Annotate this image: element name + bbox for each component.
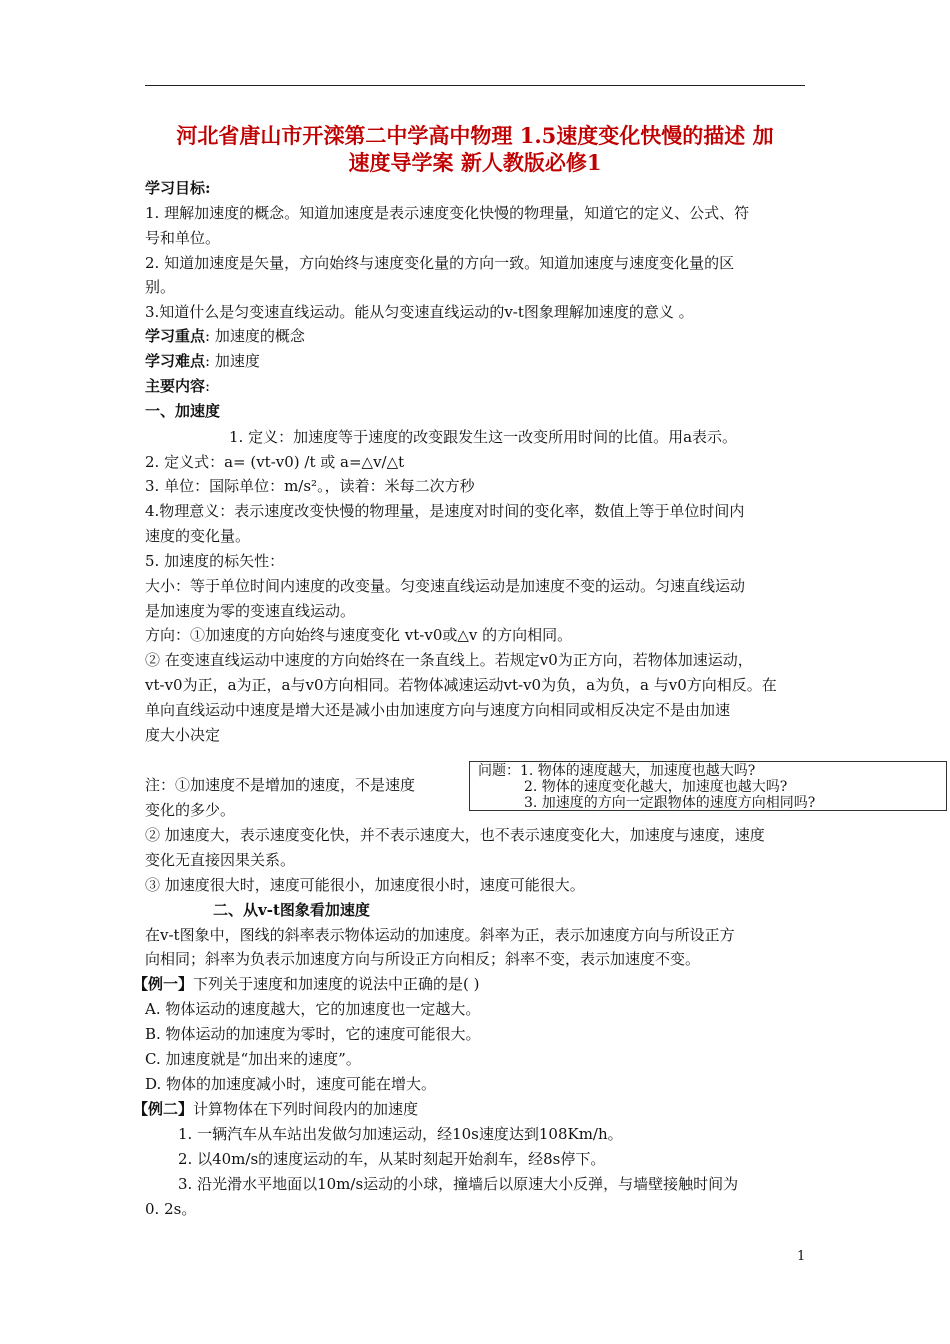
formula-line: 2. 定义式：a= (vt-v0) /t 或 a=△v/△t [145,453,405,471]
question-line: 3. 加速度的方向一定跟物体的速度方向相同吗? [524,795,816,811]
example-2 [133,1099,418,1119]
title-line-2: 速度导学案 新人教版必修1 [348,150,602,175]
header-rule [145,85,805,86]
example-2-text: 计算物体在下列时间段内的加速度 [193,1100,419,1118]
meaning-line-cont: 速度的变化量。 [145,527,251,545]
note-line: 注：①加速度不是增加的速度，不是速度 [145,776,416,794]
difficult-point [145,351,260,371]
option-b: B. 物体运动的加速度为零时，它的速度可能很大。 [145,1025,481,1043]
example-2-item: 0. 2s。 [145,1200,197,1218]
note-line: 变化无直接因果关系。 [145,851,296,869]
option-a: A. 物体运动的速度越大，它的加速度也一定越大。 [145,1000,481,1018]
unit-line: 3. 单位：国际单位：m/s²。，读着：米每二次方秒 [145,477,475,495]
key-point-label: 学习重点 [145,327,206,345]
goals-heading: 学习目标: [145,179,211,197]
document-title [145,122,805,176]
question-line: 问题：1. 物体的速度越大，加速度也越大吗? [478,763,756,779]
direction-line-2: ② 在变速直线运动中速度的方向始终在一条直线上。若规定v0为正方向，若物体加速运动， [145,651,753,669]
direction-line-5: 度大小决定 [145,726,221,744]
vector-heading: 5. 加速度的标矢性： [145,552,285,570]
magnitude-line: 大小：等于单位时间内速度的改变量。匀变速直线运动是加速度不变的运动。匀速直线运动 [145,577,746,595]
definition-line: 1. 定义：加速度等于速度的改变跟发生这一改变所用时间的比值。用a表示。 [229,428,738,446]
question-box [469,761,947,811]
direction-line-4: 单向直线运动中速度是增大还是减小由加速度方向与速度方向相同或相反决定不是由加速 [145,701,731,719]
direction-line: 方向：①加速度的方向始终与速度变化 vt-v0或△v 的方向相同。 [145,626,573,644]
goal-line: 2. 知道加速度是矢量，方向始终与速度变化量的方向一致。知道加速度与速度变化量的区 [145,254,735,272]
option-d: D. 物体的加速度减小时，速度可能在增大。 [145,1075,437,1093]
example-2-item: 2. 以40m/s的速度运动的车，从某时刻起开始刹车，经8s停下。 [178,1150,606,1168]
note-line: ③ 加速度很大时，速度可能很小，加速度很小时，速度可能很大。 [145,876,585,894]
direction-line-3: vt-v0为正，a为正，a与v0方向相同。若物体减速运动vt-v0为负，a为负，a 与v0方向相反。在 [145,676,777,694]
magnitude-line-cont: 是加速度为零的变速直线运动。 [145,602,356,620]
page-number: 1 [797,1249,806,1264]
meaning-line: 4.物理意义：表示速度改变快慢的物理量，是速度对时间的变化率，数值上等于单位时间内 [145,502,745,520]
example-2-label: 【例二】 [133,1100,194,1118]
example-2-item: 3. 沿光滑水平地面以10m/s运动的小球，撞墙后以原速大小反弹，与墙壁接触时间为 [178,1175,739,1193]
note-line: ② 加速度大，表示速度变化快，并不表示速度大，也不表示速度变化大，加速度与速度，速度 [145,826,765,844]
example-1 [133,974,480,994]
section-2-heading: 二、从v-t图象看加速度 [213,901,370,919]
goal-line: 3.知道什么是匀变速直线运动。能从匀变速直线运动的v-t图象理解加速度的意义 。 [145,303,694,321]
vt-graph-line: 向相同；斜率为负表示加速度方向与所设正方向相反；斜率不变，表示加速度不变。 [145,950,701,968]
main-content-heading: 主要内容: [145,377,211,395]
section-1-heading: 一、加速度 [145,402,221,420]
title-line-1: 河北省唐山市开滦第二中学高中物理 1.5速度变化快慢的描述 加 [176,123,774,148]
note-line: 变化的多少。 [145,801,236,819]
question-line: 2. 物体的速度变化越大，加速度也越大吗? [524,779,788,795]
difficult-point-label: 学习难点 [145,352,206,370]
goal-line: 1. 理解加速度的概念。知道加速度是表示速度变化快慢的物理量，知道它的定义、公式、符 [145,204,750,222]
option-c: C. 加速度就是“加出来的速度”。 [145,1050,361,1068]
difficult-point-text: : 加速度 [205,352,260,370]
key-point-text: : 加速度的概念 [205,327,305,345]
vt-graph-line: 在v-t图象中，图线的斜率表示物体运动的加速度。斜率为正，表示加速度方向与所设正方 [145,926,735,944]
example-1-label: 【例一】 [133,975,194,993]
example-1-text: 下列关于速度和加速度的说法中正确的是( ) [193,975,480,993]
goal-line: 别。 [145,278,176,296]
example-2-item: 1. 一辆汽车从车站出发做匀加速运动，经10s速度达到108Km/h。 [178,1125,623,1143]
goal-line: 号和单位。 [145,229,221,247]
key-point [145,326,305,346]
